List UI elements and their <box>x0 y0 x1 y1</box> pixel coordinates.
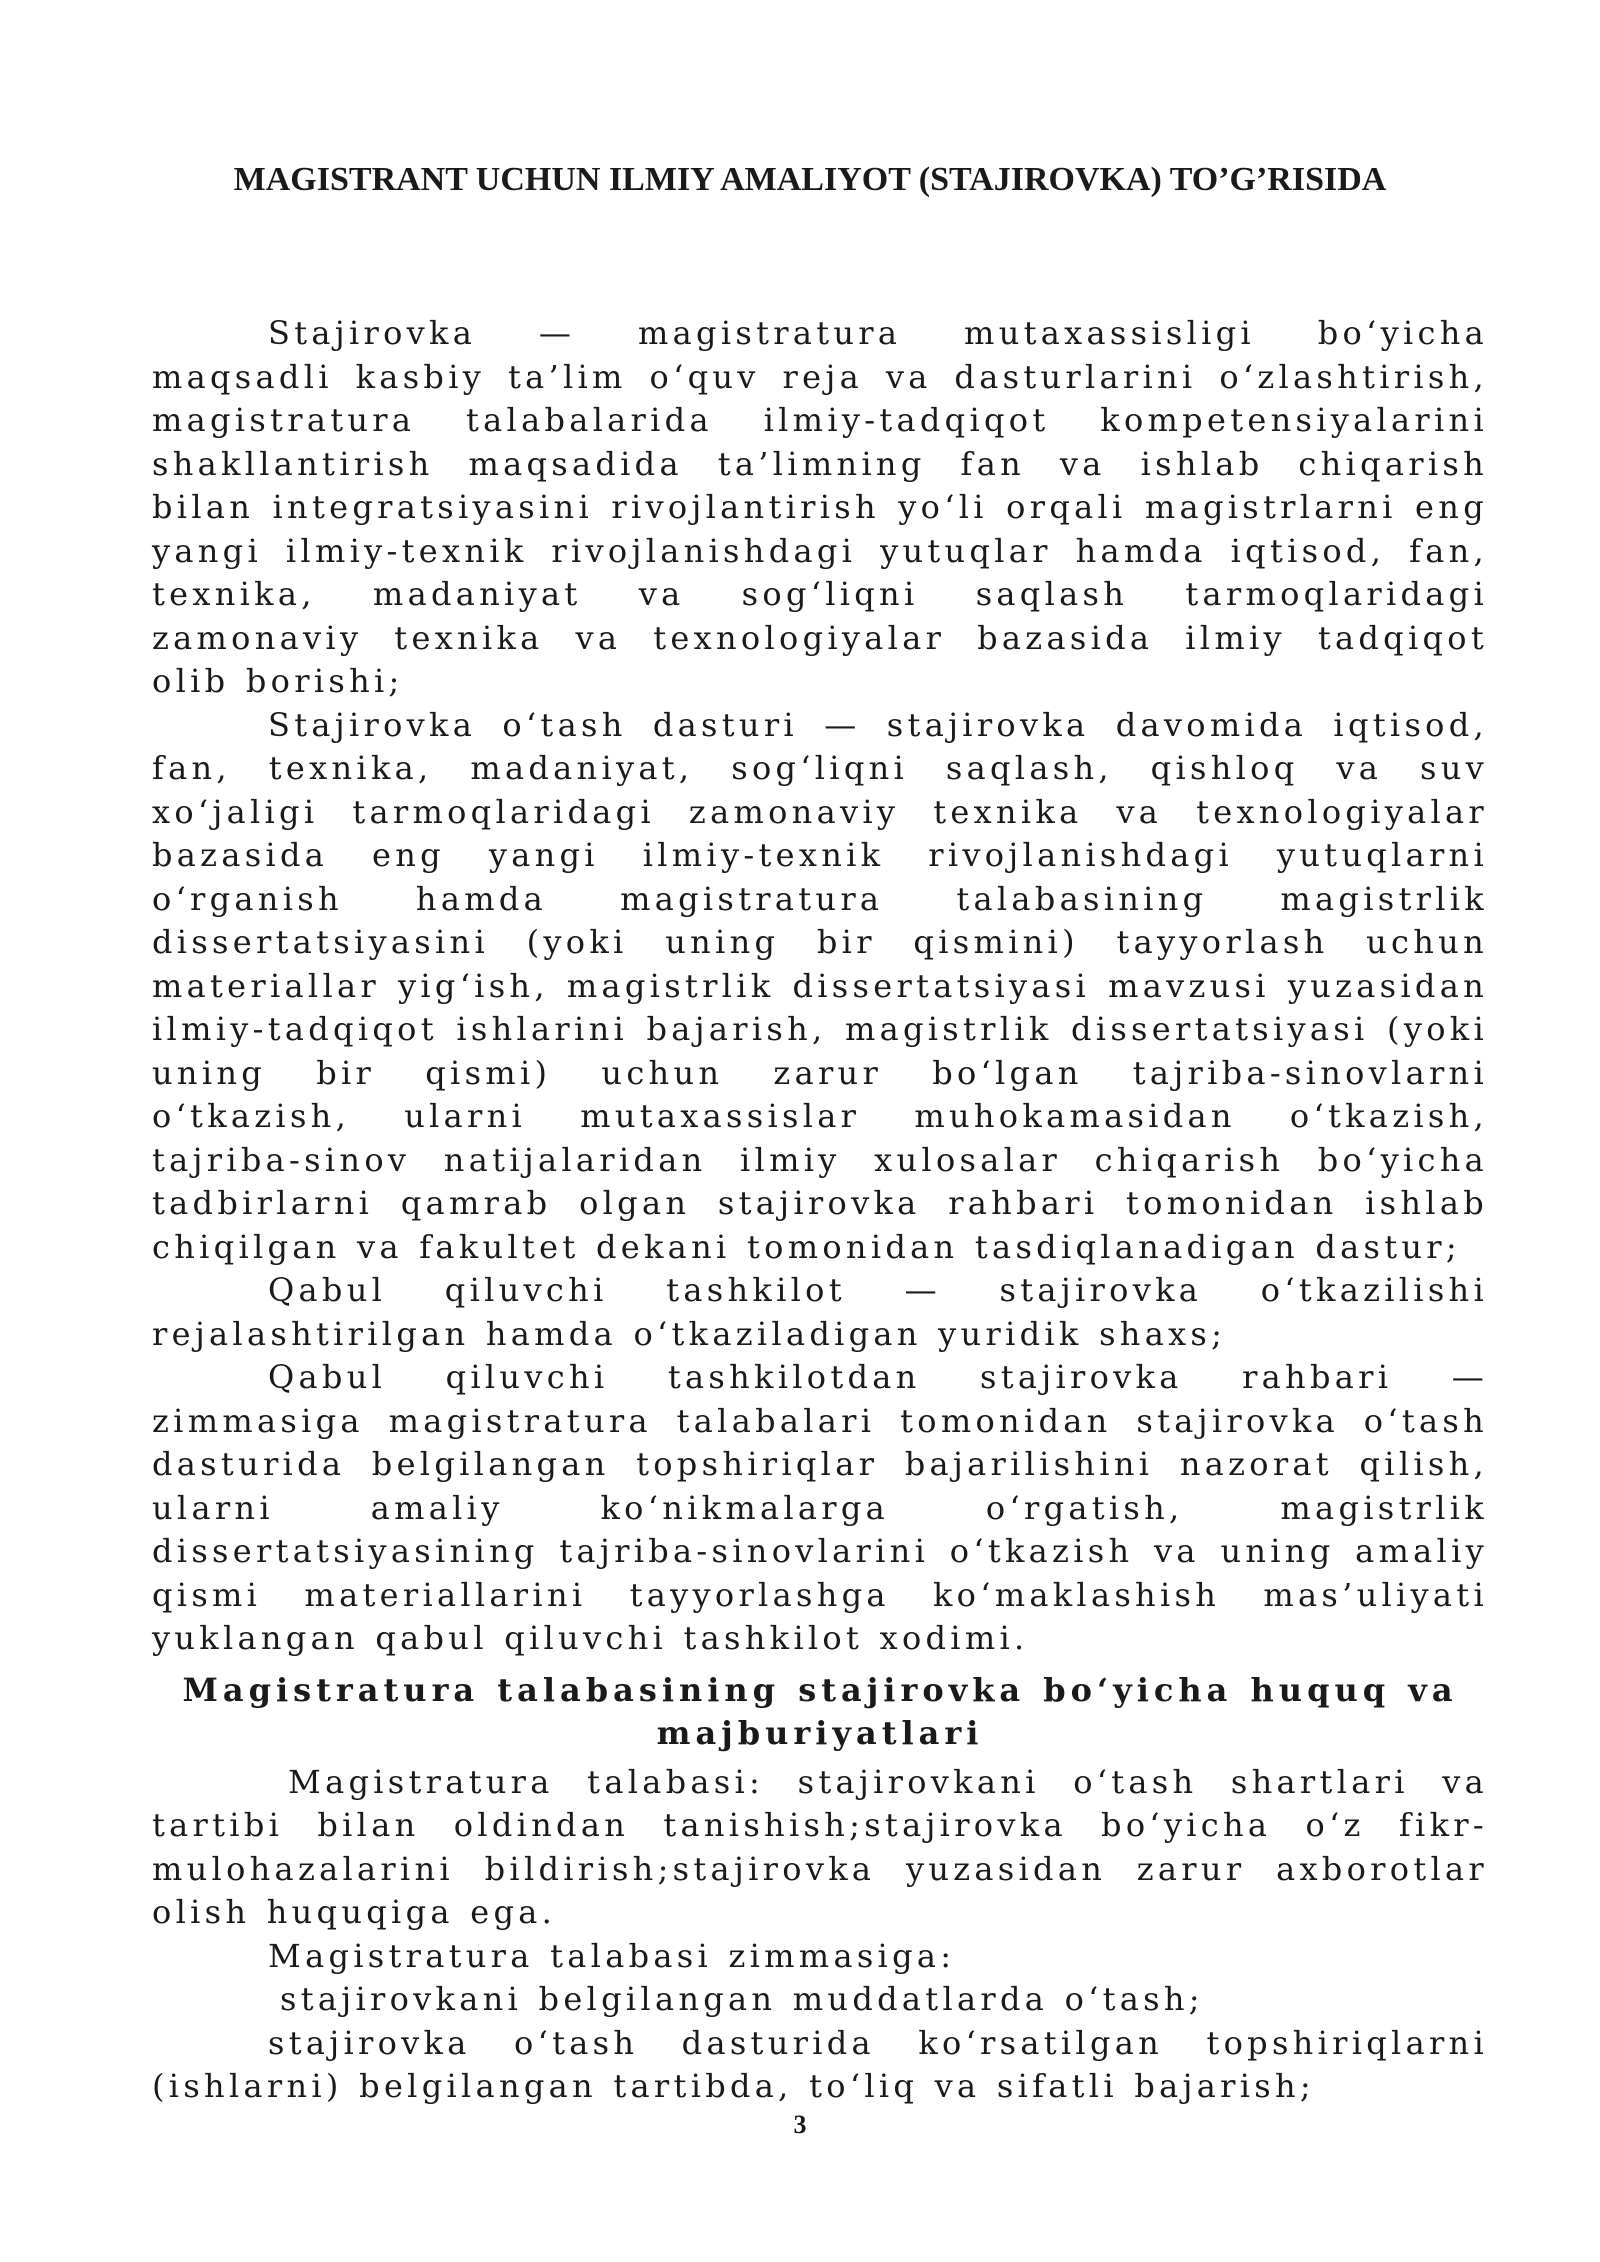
document-body <box>152 312 1488 2109</box>
paragraph-student-rights: Magistratura talabasi: stajirovkani o‘tash shartlari va tartibi bilan oldindan tanishish;stajirovka bo‘yicha o‘z fikr-mulohazalarini bildirish;stajirovka yuzasidan zarur axborotlar olish huquqiga ega. <box>152 1762 1488 1931</box>
paragraph-host-supervisor: Qabul qiluvchi tashkilotdan stajirovka rahbari — zimmasiga magistratura talabalari tomonidan stajirovka o‘tash dasturida belgilangan topshiriqlar bajarilishini nazorat qilish, ularni amaliy ko‘nikmalarga o‘rgatish, magistrlik dissertatsiyasining tajriba-sinovlarini o‘tkazish va uning amaliy qismi materiallarini tayyorlashga ko‘maklashish mas’uliyati yuklangan qabul qiluvchi tashkilot xodimi. <box>152 1358 1488 1657</box>
page-number: 3 <box>793 2110 807 2139</box>
section-heading: Magistratura talabasining stajirovka bo‘yicha huquq va majburiyatlari <box>182 1670 1458 1752</box>
document-title: MAGISTRANT UCHUN ILMIY AMALIYOT (STAJIROVKA) TO’G’RISIDA <box>233 161 1387 198</box>
list-item-duty: stajirovkani belgilangan muddatlarda o‘tash; <box>280 1980 1204 2018</box>
paragraph-host-organization: Qabul qiluvchi tashkilot — stajirovka o‘tkazilishi rejalashtirilgan hamda o‘tkaziladigan yuridik shaxs; <box>152 1271 1488 1353</box>
paragraph-program-definition: Stajirovka o‘tash dasturi — stajirovka davomida iqtisod, fan, texnika, madaniyat, sog‘liqni saqlash, qishloq va suv xo‘jaligi tarmoqlaridagi zamonaviy texnika va texnologiyalar bazasida eng yangi ilmiy-texnik rivojlanishdagi yutuqlarni o‘rganish hamda magistratura talabasining magistrlik dissertatsiyasini (yoki uning bir qismini) tayyorlash uchun materiallar yig‘ish, magistrlik dissertatsiyasi mavzusi yuzasidan ilmiy-tadqiqot ishlarini bajarish, magistrlik dissertatsiyasi (yoki uning bir qismi) uchun zarur bo‘lgan tajriba-sinovlarni o‘tkazish, ularni mutaxassislar muhokamasidan o‘tkazish, tajriba-sinov natijalaridan ilmiy xulosalar chiqarish bo‘yicha tadbirlarni qamrab olgan stajirovka rahbari tomonidan ishlab chiqilgan va fakultet dekani tomonidan tasdiqlanadigan dastur; <box>152 705 1488 1266</box>
paragraph-student-duties-intro: Magistratura talabasi zimmasiga: <box>268 1936 956 1975</box>
paragraph-stajirovka-definition: Stajirovka — magistratura mutaxassisligi bo‘yicha maqsadli kasbiy ta’lim o‘quv reja va dasturlarini o‘zlashtirish, magistratura talabalarida ilmiy-tadqiqot kompetensiyalarini shakllantirish maqsadida ta’limning fan va ishlab chiqarish bilan integratsiyasini rivojlantirish yo‘li orqali magistrlarni eng yangi ilmiy-texnik rivojlanishdagi yutuqlar hamda iqtisod, fan, texnika, madaniyat va sog‘liqni saqlash tarmoqlaridagi zamonaviy texnika va texnologiyalar bazasida ilmiy tadqiqot olib borishi; <box>152 314 1488 700</box>
list-item-duty: stajirovka o‘tash dasturida ko‘rsatilgan topshiriqlarni (ishlarni) belgilangan tartibda, to‘liq va sifatli bajarish; <box>152 2023 1488 2105</box>
